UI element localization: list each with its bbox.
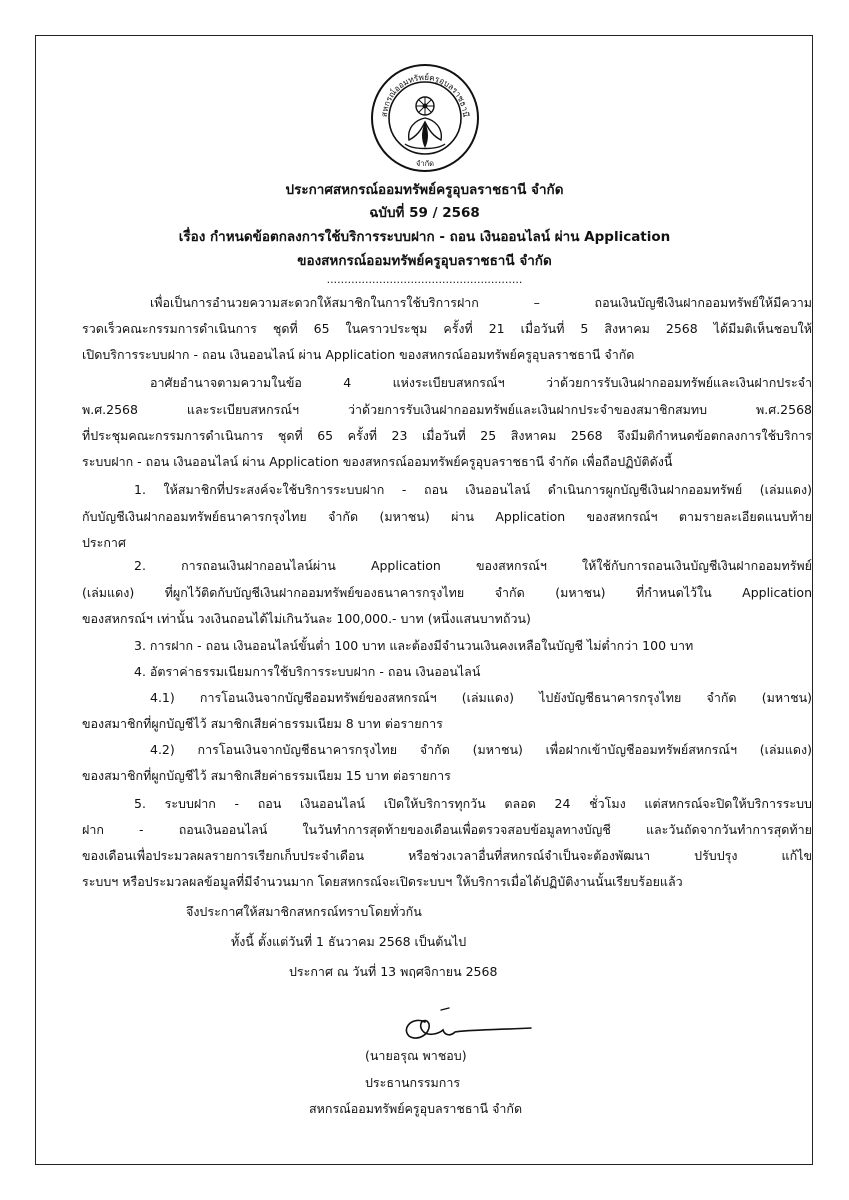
item2-line1: 2. การถอนเงินฝากออนไลน์ผ่าน Application ของสหกรณ์ฯ ให้ใช้กับการถอนเงินบัญชีเงินฝากออมทรัพย์ — [134, 558, 812, 573]
signatory-position: ประธานกรรมการ — [365, 1075, 461, 1090]
item1-line2: กับบัญชีเงินฝากออมทรัพย์ธนาคารกรุงไทย จำกัด (มหาชน) ผ่าน Application ของสหกรณ์ฯ ตามรายละเอียดแนบท้าย — [82, 509, 812, 524]
cooperative-seal-logo — [369, 62, 481, 174]
header-separator: ........................................................ — [326, 273, 523, 286]
item4-2-line2: ของสมาชิกที่ผูกบัญชีไว้ สมาชิกเสียค่าธรรมเนียม 15 บาท ต่อรายการ — [82, 768, 451, 783]
paragraph2-line1: อาศัยอำนาจตามความในข้อ 4 แห่งระเบียบสหกรณ์ฯ ว่าด้วยการรับเงินฝากออมทรัพย์และเงินฝากประจำ — [150, 375, 812, 390]
closing-announce-date: ประกาศ ณ วันที่ 13 พฤศจิกายน 2568 — [289, 964, 498, 979]
handwritten-signature — [395, 1000, 535, 1048]
item5-line4: ระบบฯ หรือประมวลผลข้อมูลที่มีจำนวนมาก โดยสหกรณ์จะเปิดระบบฯ ให้บริการเมื่อได้ปฏิบัติงานนั้นเรียบร้อยแล้ว — [82, 874, 683, 889]
item4-1-line2: ของสมาชิกที่ผูกบัญชีไว้ สมาชิกเสียค่าธรรมเนียม 8 บาท ต่อรายการ — [82, 716, 443, 731]
announcement-subject-line2: ของสหกรณ์ออมทรัพย์ครูอุบลราชธานี จำกัด — [297, 253, 552, 269]
item2-line2: (เล่มแดง) ที่ผูกไว้ติดกับบัญชีเงินฝากออมทรัพย์ของธนาคารกรุงไทย จำกัด (มหาชน) ที่กำหนดไว้ใน Application — [82, 585, 812, 600]
paragraph2-line2: พ.ศ.2568 และระเบียบสหกรณ์ฯ ว่าด้วยการรับเงินฝากออมทรัพย์และเงินฝากประจำของสมาชิกสมทบ พ.ศ.2568 — [82, 402, 812, 417]
paragraph1-line2: รวดเร็วคณะกรรมการดำเนินการ ชุดที่ 65 ในคราวประชุม ครั้งที่ 21 เมื่อวันที่ 5 สิงหาคม 2568 ได้มีมติเห็นชอบให้ — [82, 321, 812, 336]
closing-effective-date: ทั้งนี้ ตั้งแต่วันที่ 1 ธันวาคม 2568 เป็นต้นไป — [231, 934, 467, 949]
lotus-wheel-emblem — [405, 97, 445, 149]
item2-line3: ของสหกรณ์ฯ เท่านั้น วงเงินถอนได้ไม่เกินวันละ 100,000.- บาท (หนึ่งแสนบาทถ้วน) — [82, 611, 531, 626]
item4-1-line1: 4.1) การโอนเงินจากบัญชีออมทรัพย์ของสหกรณ์ฯ (เล่มแดง) ไปยังบัญชีธนาคารกรุงไทย จำกัด (มหาชน) — [150, 690, 812, 705]
item5-line2: ฝาก - ถอนเงินออนไลน์ ในวันทำการสุดท้ายของเดือนเพื่อตรวจสอบข้อมูลทางบัญชี และวันถัดจากวันทำการสุดท้าย — [82, 822, 812, 837]
paragraph2-line3: ที่ประชุมคณะกรรมการดำเนินการ ชุดที่ 65 ครั้งที่ 23 เมื่อวันที่ 25 สิงหาคม 2568 จึงมีมติกำหนดข้อตกลงการใช้บริการ — [82, 428, 812, 443]
seal-bottom-text: จำกัด — [415, 159, 435, 168]
signatory-organization: สหกรณ์ออมทรัพย์ครูอุบลราชธานี จำกัด — [309, 1101, 523, 1116]
item1-line3: ประกาศ — [82, 535, 126, 550]
announcement-title: ประกาศสหกรณ์ออมทรัพย์ครูอุบลราชธานี จำกัด — [285, 182, 564, 198]
item3: 3. การฝาก - ถอน เงินออนไลน์ขั้นต่ำ 100 บาท และต้องมีจำนวนเงินคงเหลือในบัญชี ไม่ต่ำกว่า 100 บาท — [134, 638, 694, 653]
item1-line1: 1. ให้สมาชิกที่ประสงค์จะใช้บริการระบบฝาก - ถอน เงินออนไลน์ ดำเนินการผูกบัญชีเงินฝากออมทรัพย์ (เล่มแดง) — [134, 482, 812, 497]
announcement-subject-line1: เรื่อง กำหนดข้อตกลงการใช้บริการระบบฝาก - ถอน เงินออนไลน์ ผ่าน Application — [178, 229, 671, 245]
paragraph1-line1: เพื่อเป็นการอำนวยความสะดวกให้สมาชิกในการใช้บริการฝาก – ถอนเงินบัญชีเงินฝากออมทรัพย์ให้มีความ — [150, 295, 812, 310]
item5-line1: 5. ระบบฝาก - ถอน เงินออนไลน์ เปิดให้บริการทุกวัน ตลอด 24 ชั่วโมง แต่สหกรณ์จะปิดให้บริการระบบ — [134, 796, 812, 811]
paragraph1-line3: เปิดบริการระบบฝาก - ถอน เงินออนไลน์ ผ่าน Application ของสหกรณ์ออมทรัพย์ครูอุบลราชธานี จำกัด — [82, 347, 635, 362]
signatory-name: (นายอรุณ พาชอบ) — [365, 1048, 467, 1063]
paragraph2-line4: ระบบฝาก - ถอน เงินออนไลน์ ผ่าน Application ของสหกรณ์ออมทรัพย์ครูอุบลราชธานี จำกัด เพื่อถือปฏิบัติดังนี้ — [82, 454, 673, 469]
item4: 4. อัตราค่าธรรมเนียมการใช้บริการระบบฝาก - ถอน เงินออนไลน์ — [134, 664, 481, 679]
announcement-number: ฉบับที่ 59 / 2568 — [369, 205, 480, 221]
closing-announce: จึงประกาศให้สมาชิกสหกรณ์ทราบโดยทั่วกัน — [186, 904, 422, 919]
seal-outer-text: สหกรณ์ออมทรัพย์ครูอุบลราชธานี — [378, 71, 472, 118]
item4-2-line1: 4.2) การโอนเงินจากบัญชีธนาคารกรุงไทย จำกัด (มหาชน) เพื่อฝากเข้าบัญชีออมทรัพย์สหกรณ์ฯ (เล่มแดง) — [150, 742, 812, 757]
item5-line3: ของเดือนเพื่อประมวลผลรายการเรียกเก็บประจำเดือน หรือช่วงเวลาอื่นที่สหกรณ์จำเป็นจะต้องพัฒนา ปรับปรุง แก้ไข — [82, 848, 812, 863]
